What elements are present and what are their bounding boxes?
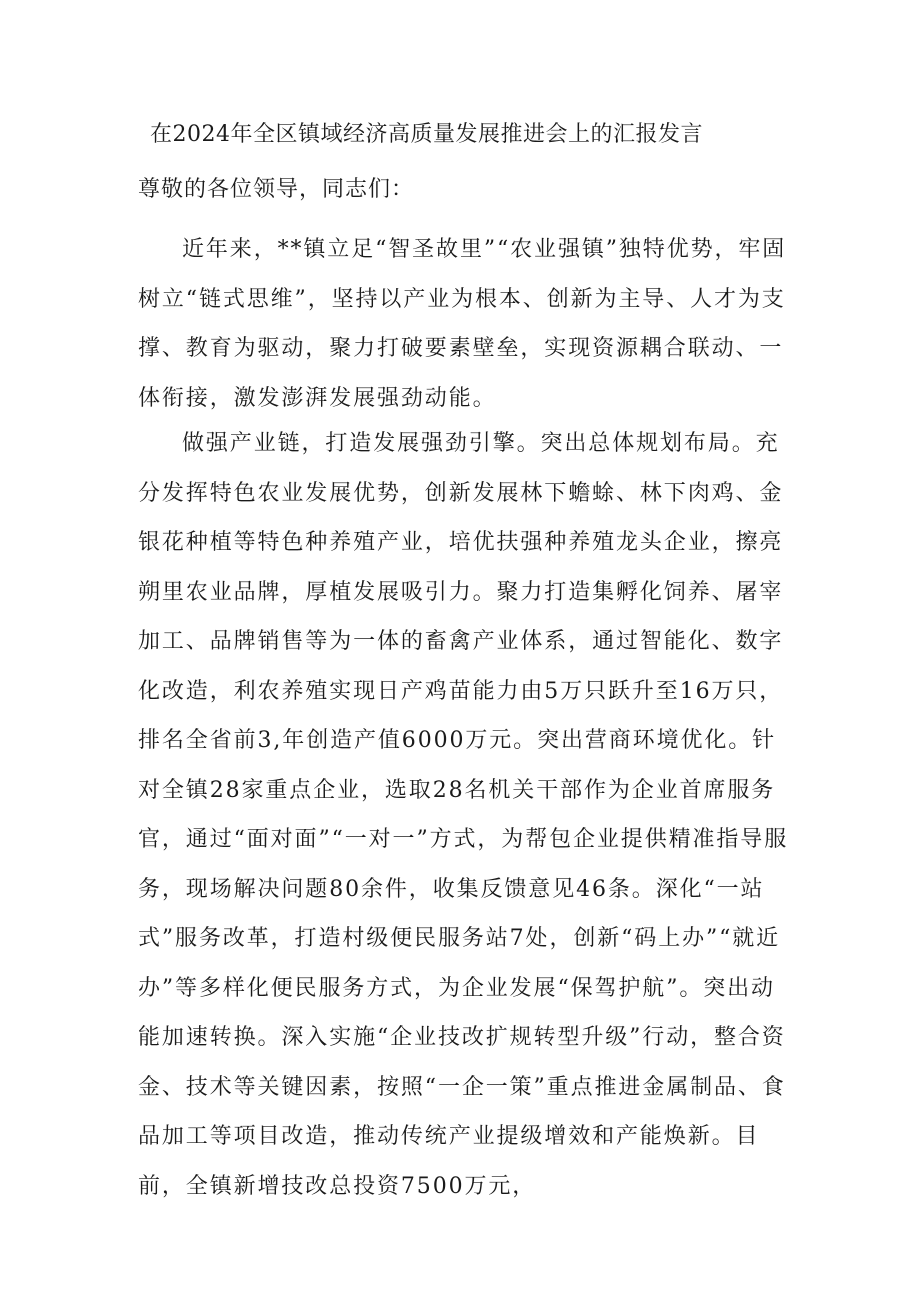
- paragraph-industry-chain: 做强产业链，打造发展强劲引擎。突出总体规划布局。充分发挥特色农业发展优势，创新发展林下蟾蜍、林下肉鸡、金银花种植等特色种养殖产业，培优扶强种养殖龙头企业，擦亮朔里农业品牌，厚植发展吸引力。聚力打造集孵化饲养、屠宰加工、品牌销售等为一体的畜禽产业体系，通过智能化、数字化改造，利农养殖实现日产鸡苗能力由5万只跃升至16万只，排名全省前3,年创造产值6000万元。突出营商环境优化。针对全镇28家重点企业，选取28名机关干部作为企业首席服务官，通过“面对面”“一对一”方式，为帮包企业提供精准指导服务，现场解决问题80余件，收集反馈意见46条。深化“一站式”服务改革，打造村级便民服务站7处，创新“码上办”“就近办”等多样化便民服务方式，为企业发展“保驾护航”。突出动能加速转换。深入实施“企业技改扩规转型升级”行动，整合资金、技术等关键因素，按照“一企一策”重点推进金属制品、食品加工等项目改造，推动传统产业提级增效和产能焕新。目前，全镇新增技改总投资7500万元，: [138, 431, 789, 1199]
- paragraph-intro: 近年来，**镇立足“智圣故里”“农业强镇”独特优势，牢固树立“链式思维”，坚持以产业为根本、创新为主导、人才为支撑、教育为驱动，聚力打破要素壁垒，实现资源耦合联动、一体衔接，激发澎湃发展强劲动能。: [138, 237, 787, 411]
- salutation: 尊敬的各位领导，同志们：: [138, 177, 415, 202]
- document-title: 在2024年全区镇域经济高质量发展推进会上的汇报发言: [150, 122, 703, 147]
